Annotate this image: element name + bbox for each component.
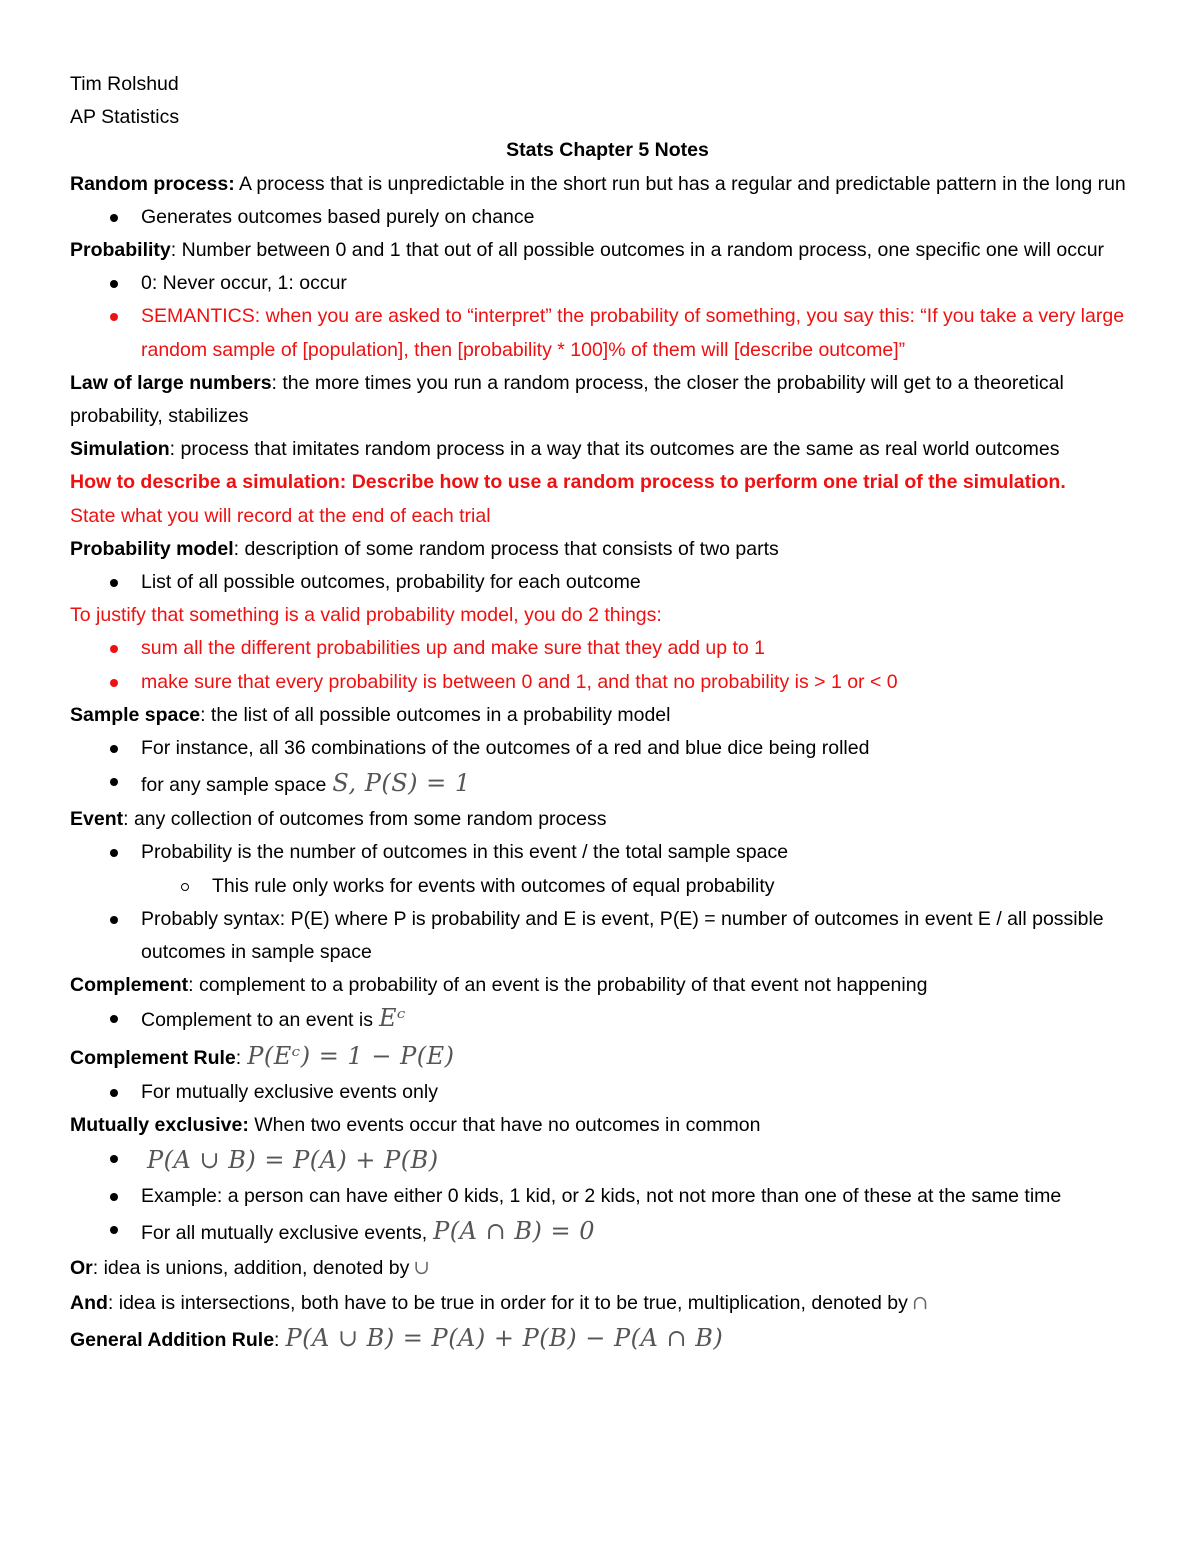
term: Probability model xyxy=(70,537,234,560)
list-item: Generates outcomes based purely on chance xyxy=(141,201,1145,234)
definition: : idea is intersections, both have to be true in order for it to be true, multiplication, denoted by xyxy=(107,1291,908,1314)
probability-model-definition xyxy=(70,533,1145,566)
term: Sample space xyxy=(70,703,201,726)
colon: : xyxy=(235,1046,242,1069)
bullet-text: Probability is the number of outcomes in this event / the total sample space xyxy=(141,841,789,864)
definition: : any collection of outcomes from some random process xyxy=(123,808,607,831)
definition: : process that imitates random process in a way that its outcomes are the same as real world outcomes xyxy=(169,438,1060,461)
complement-bullets xyxy=(70,1002,1145,1037)
list-item: List of all possible outcomes, probability for each outcome xyxy=(141,566,1145,599)
complement-rule xyxy=(70,1038,1145,1076)
intersection-symbol: ∩ xyxy=(911,1290,929,1314)
general-addition-rule xyxy=(70,1320,1145,1358)
term: Mutually exclusive: xyxy=(70,1113,249,1136)
law-large-numbers-definition xyxy=(70,367,1145,433)
complement-definition xyxy=(70,969,1145,1002)
term: Or xyxy=(70,1257,93,1280)
valid-model-note: To justify that something is a valid probability model, you do 2 things: xyxy=(70,604,662,627)
valid-model-bullets xyxy=(70,632,1145,698)
union-formula: P(A ∪ B) = P(A) + P(B) xyxy=(147,1146,439,1175)
probability-bullets xyxy=(70,267,1145,367)
list-item: Probably syntax: P(E) where P is probability and E is event, P(E) = number of outcomes in event E / all possible outcomes in sample space xyxy=(141,903,1145,969)
list-item: make sure that every probability is between 0 and 1, and that no probability is > 1 or < 0 xyxy=(141,666,1145,699)
sub-list-item: This rule only works for events with outcomes of equal probability xyxy=(212,870,1145,903)
probability-definition xyxy=(70,234,1145,267)
event-definition xyxy=(70,803,1145,836)
bullet-text: Complement to an event is xyxy=(141,1009,373,1032)
or-definition xyxy=(70,1251,1145,1285)
simulation-note xyxy=(70,466,1145,532)
definition: : the list of all possible outcomes in a probability model xyxy=(200,703,671,726)
definition: When two events occur that have no outcomes in common xyxy=(248,1113,761,1136)
random-process-definition xyxy=(70,168,1145,201)
list-item-semantics: SEMANTICS: when you are asked to “interpret” the probability of something, you say this: “If you take a very large random sample of [population], then [probability * 100]% of them will [describe outcome]” xyxy=(141,300,1145,366)
list-item xyxy=(141,1002,1145,1037)
list-item: For instance, all 36 combinations of the outcomes of a red and blue dice being rolled xyxy=(141,732,1145,765)
and-definition xyxy=(70,1286,1145,1320)
list-item: 0: Never occur, 1: occur xyxy=(141,267,1145,300)
bullet-text: For all mutually exclusive events, xyxy=(141,1222,428,1245)
note-bold: How to describe a simulation: Describe how to use a random process to perform one trial of the simulation. xyxy=(70,471,1066,494)
term: Complement Rule xyxy=(70,1046,236,1069)
list-item: Example: a person can have either 0 kids, 1 kid, or 2 kids, not not more than one of these at the same time xyxy=(141,1180,1145,1213)
definition: : the more times you run a random process, the closer the probability will get to a theoretical probability, stabilizes xyxy=(70,371,1064,428)
term: And xyxy=(70,1291,108,1314)
list-item: For mutually exclusive events only xyxy=(141,1076,1145,1109)
definition: : description of some random process that consists of two parts xyxy=(233,537,779,560)
list-item-formula xyxy=(141,1142,1145,1180)
simulation-definition xyxy=(70,433,1145,466)
term: Probability xyxy=(70,239,171,262)
complement-rule-formula: P(Eᶜ) = 1 − P(E) xyxy=(247,1041,455,1070)
probability-model-bullets xyxy=(70,566,1145,599)
event-sub-bullets xyxy=(141,870,1145,903)
note-plain: State what you will record at the end of each trial xyxy=(70,504,491,527)
term: General Addition Rule xyxy=(70,1328,275,1351)
event-bullets xyxy=(70,836,1145,969)
sample-space-definition xyxy=(70,699,1145,732)
definition: A process that is unpredictable in the short run but has a regular and predictable pattern in the long run xyxy=(234,172,1126,195)
term: Event xyxy=(70,808,124,831)
sample-space-bullets xyxy=(70,732,1145,803)
definition: : idea is unions, addition, denoted by xyxy=(92,1257,410,1280)
term: Random process: xyxy=(70,172,235,195)
mutually-exclusive-definition xyxy=(70,1109,1145,1142)
union-symbol: ∪ xyxy=(413,1256,430,1280)
list-item xyxy=(141,836,1145,902)
term: Complement xyxy=(70,974,189,997)
list-item: sum all the different probabilities up and make sure that they add up to 1 xyxy=(141,632,1145,665)
complement-rule-bullets xyxy=(70,1076,1145,1109)
bullet-text: for any sample space xyxy=(141,774,327,797)
list-item-sample-space-formula xyxy=(141,765,1145,803)
random-process-bullets xyxy=(70,201,1145,234)
term: Law of large numbers xyxy=(70,371,272,394)
page-title: Stats Chapter 5 Notes xyxy=(506,139,709,162)
sample-space-formula: S, P(S) = 1 xyxy=(332,769,471,798)
complement-formula: Eᶜ xyxy=(378,1004,406,1033)
general-addition-formula: P(A ∪ B) = P(A) + P(B) − P(A ∩ B) xyxy=(285,1323,724,1352)
colon: : xyxy=(274,1328,280,1351)
mutually-exclusive-bullets xyxy=(70,1142,1145,1251)
list-item-intersection xyxy=(141,1213,1145,1251)
author-name: Tim Rolshud xyxy=(70,73,179,95)
intersection-formula: P(A ∩ B) = 0 xyxy=(433,1217,595,1246)
definition: : complement to a probability of an event is the probability of that event not happening xyxy=(188,974,928,997)
notes-page xyxy=(70,68,1145,1358)
course-name: AP Statistics xyxy=(70,106,180,129)
definition: : Number between 0 and 1 that out of all possible outcomes in a random process, one specific one will occur xyxy=(170,239,1105,262)
term: Simulation xyxy=(70,438,170,461)
